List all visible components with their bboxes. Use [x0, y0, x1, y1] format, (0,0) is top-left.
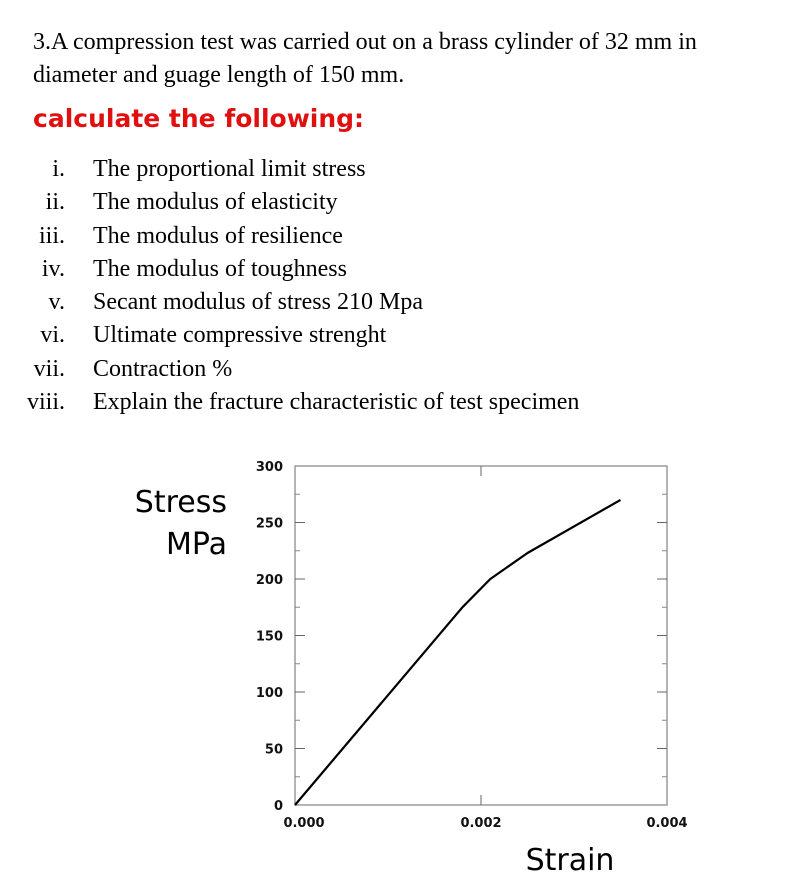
problem-line-1: 3.A compression test was carried out on a brass cylinder of 32 mm in	[33, 29, 697, 55]
task-numeral: v.	[48, 289, 65, 316]
y-axis-label-unit: MPa	[165, 527, 227, 562]
task-text: Contraction %	[93, 355, 233, 382]
task-item	[0, 386, 800, 419]
y-tick-label: 150	[255, 629, 283, 645]
task-text: The proportional limit stress	[93, 156, 366, 182]
section-heading: calculate the following:	[33, 104, 365, 133]
x-axis-label: Strain	[525, 843, 615, 878]
task-item	[0, 253, 800, 286]
task-numeral: i.	[52, 156, 65, 182]
x-tick-label: 0.002	[460, 816, 502, 831]
task-item	[0, 153, 800, 186]
y-tick-label: 50	[264, 742, 283, 758]
task-numeral: viii.	[26, 389, 65, 416]
problem-statement	[33, 26, 793, 92]
plot-frame	[295, 466, 667, 805]
y-tick-label: 200	[255, 573, 283, 588]
task-text: Secant modulus of stress 210 Mpa	[93, 289, 423, 316]
task-numeral: iii.	[38, 222, 65, 249]
task-text: Ultimate compressive strenght	[93, 322, 387, 349]
task-item	[0, 220, 800, 253]
task-text: The modulus of toughness	[93, 255, 347, 282]
task-item	[0, 319, 800, 352]
y-tick-label: 100	[255, 686, 283, 701]
task-text: The modulus of resilience	[93, 222, 343, 249]
y-axis-label: Stress	[134, 485, 227, 520]
problem-line-2: diameter and guage length of 150 mm.	[33, 62, 405, 88]
task-numeral: ii.	[45, 189, 65, 216]
task-list	[0, 153, 800, 419]
task-numeral: vi.	[40, 322, 65, 349]
task-item	[0, 353, 800, 386]
task-numeral: vii.	[33, 355, 65, 382]
task-text: The modulus of elasticity	[93, 189, 338, 216]
y-tick-label: 300	[255, 460, 283, 475]
y-tick-label: 0	[273, 799, 283, 814]
series-line-stress-strain	[295, 500, 621, 805]
x-tick-label: 0.000	[283, 816, 325, 831]
y-tick-label: 250	[255, 516, 283, 532]
stress-strain-chart	[0, 440, 806, 891]
task-item	[0, 186, 800, 219]
task-text: Explain the fracture characteristic of test specimen	[93, 389, 580, 416]
task-numeral: iv.	[41, 255, 65, 282]
x-tick-label: 0.004	[646, 816, 688, 831]
task-item	[0, 286, 800, 319]
